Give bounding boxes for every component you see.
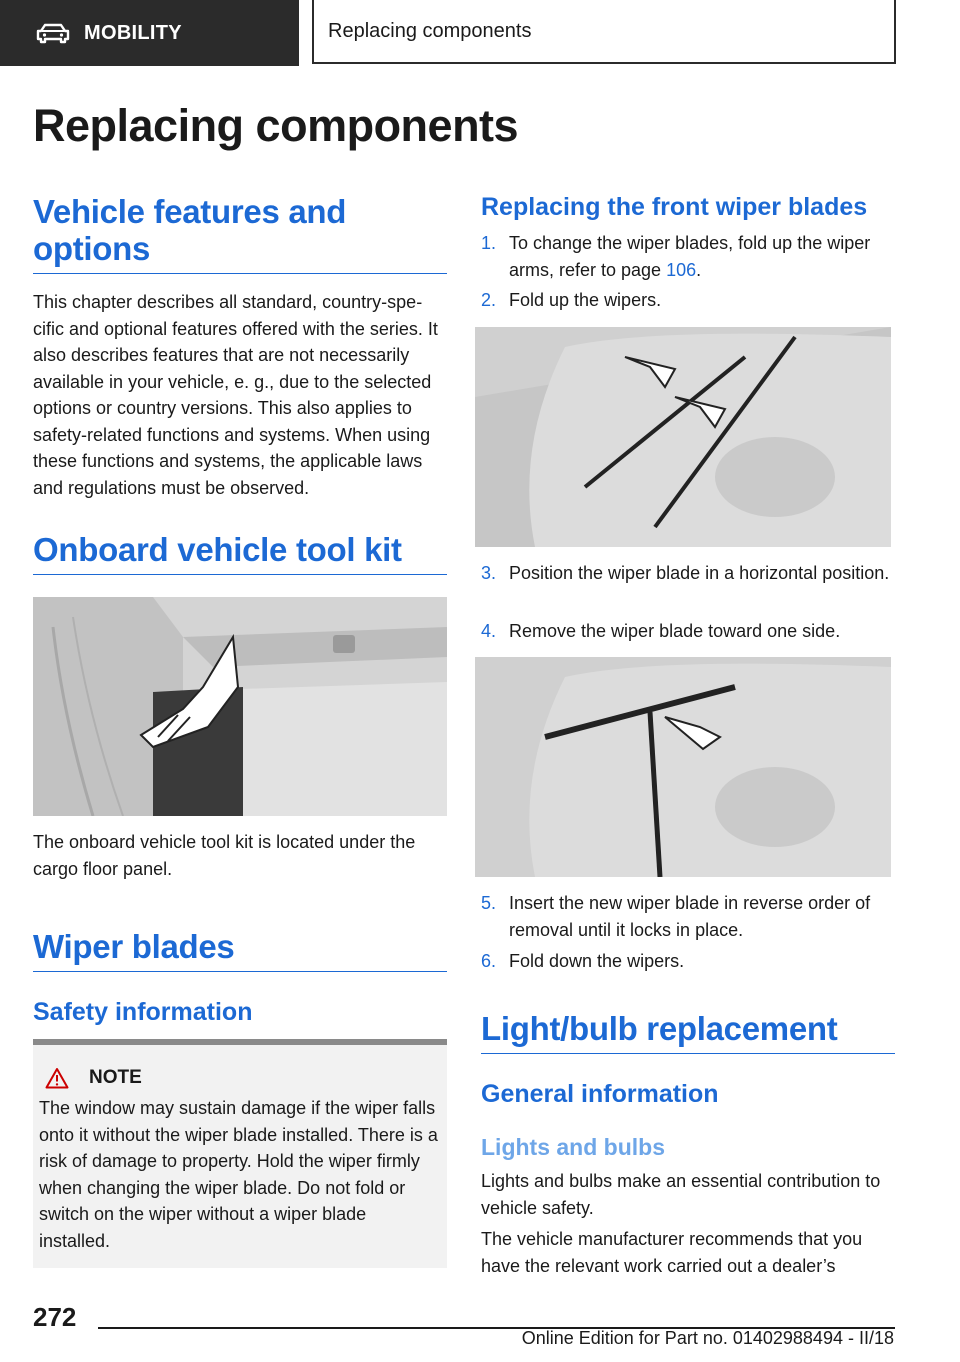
- blade-removal-illustration: [475, 657, 891, 877]
- step-number: 1.: [481, 233, 497, 253]
- lights-bulbs-heading: Lights and bulbs: [481, 1134, 665, 1160]
- page-title: Replacing components: [33, 100, 519, 151]
- step-text-end: .: [696, 259, 702, 280]
- vehicle-features-text: This chapter describes all standard, country-specific and optional features offered with the series. It also describes features that are not necessarily available in your vehicle, e. g., due to the selected options or country versions. This also applies to safety-related functions and systems. When using these functions and systems, the applicable laws and regulations must be observed.: [33, 292, 438, 498]
- step-text: Position the wiper blade in a horizontal position.: [509, 563, 890, 583]
- light-bulb-heading: Light/bulb replacement: [481, 1010, 895, 1054]
- vehicle-features-heading: Vehicle features and options: [33, 193, 447, 274]
- lights-bulbs-text-2: The vehicle manufacturer recommends that you have the relevant work carried out a dealer’s: [481, 1229, 863, 1276]
- step-4: [481, 618, 895, 645]
- chapter-title: Replacing components: [328, 19, 532, 42]
- step-text: [509, 230, 895, 283]
- page-link[interactable]: 106: [666, 259, 697, 280]
- wipers-folded-up-illustration: [475, 327, 891, 547]
- step-text: Remove the wiper blade toward one side.: [509, 621, 841, 641]
- step-5: [481, 890, 895, 943]
- step-3: [481, 560, 895, 587]
- step-number: 5.: [481, 893, 497, 913]
- car-icon: [36, 22, 70, 44]
- step-2: [481, 287, 895, 314]
- lights-bulbs-text-1: Lights and bulbs make an essential contribution to vehicle safety.: [481, 1171, 881, 1218]
- tool-kit-illustration: [33, 597, 447, 816]
- general-info-heading: General information: [481, 1080, 719, 1108]
- edition-info: Online Edition for Part no. 01402988494 - II/18: [521, 1328, 894, 1348]
- note-box: [33, 1039, 447, 1268]
- section-tab[interactable]: [0, 0, 299, 66]
- safety-info-heading: Safety information: [33, 998, 253, 1026]
- step-number: 3.: [481, 563, 497, 583]
- step-number: 4.: [481, 621, 497, 641]
- page-footer: [0, 1290, 960, 1362]
- warning-icon: [45, 1067, 69, 1089]
- note-label: NOTE: [89, 1067, 142, 1088]
- step-text: Fold down the wipers.: [509, 951, 685, 971]
- step-number: 6.: [481, 951, 497, 971]
- step-text-start: To change the wiper blades, fold up the wiper arms, refer to page: [509, 233, 871, 280]
- tool-kit-caption: The onboard vehicle tool kit is located under the cargo floor panel.: [33, 832, 416, 879]
- wiper-blades-heading: Wiper blades: [33, 928, 447, 972]
- page-number: 272: [33, 1302, 77, 1332]
- note-header: [41, 1067, 439, 1089]
- step-1: [481, 230, 895, 283]
- front-wipers-heading: Replacing the front wiper blades: [481, 193, 868, 221]
- section-label: MOBILITY: [84, 21, 182, 44]
- note-text: The window may sustain damage if the wiper falls onto it without the wiper blade installed. There is a risk of damage to property. Hold the wiper firmly when changing the wiper blade. Do not fold or switch on the wiper without a wiper blade installed.: [39, 1098, 438, 1251]
- top-bar: [0, 0, 960, 66]
- step-text: Insert the new wiper blade in reverse order of removal until it locks in place.: [509, 893, 871, 940]
- step-6: [481, 948, 895, 975]
- tool-kit-heading: Onboard vehicle tool kit: [33, 531, 447, 575]
- step-text: Fold up the wipers.: [509, 290, 662, 310]
- step-number: 2.: [481, 290, 497, 310]
- chapter-tab[interactable]: [312, 0, 896, 64]
